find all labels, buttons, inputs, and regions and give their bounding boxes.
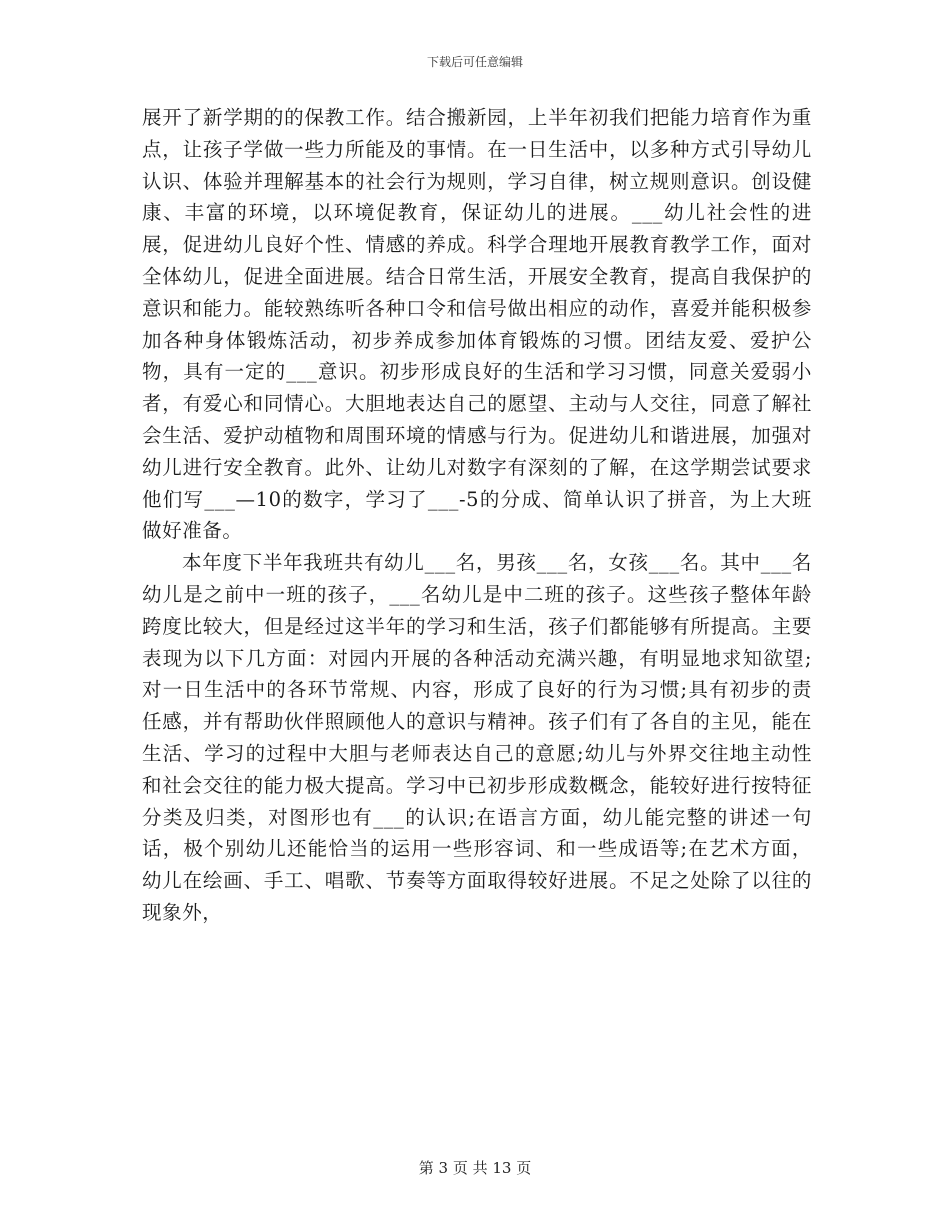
document-body <box>142 102 812 929</box>
page-number-footer: 第 3 页 共 13 页 <box>418 1159 532 1177</box>
paragraph-1: 展开了新学期的的保教工作。结合搬新园，上半年初我们把能力培育作为重点，让孩子学做一些力所能及的事情。在一日生活中，以多种方式引导幼儿认识、体验并理解基本的社会行为规则，学习自律，树立规则意识。创设健康、丰富的环境，以环境促教育，保证幼儿的进展。___幼儿社会性的进展，促进幼儿良好个性、情感的养成。科学合理地开展教育教学工作，面对全体幼儿，促进全面进展。结合日常生活，开展安全教育，提高自我保护的意识和能力。能较熟练听各种口令和信号做出相应的动作，喜爱并能积极参加各种身体锻炼活动，初步养成参加体育锻炼的习惯。团结友爱、爱护公物，具有一定的___意识。初步形成良好的生活和学习习惯，同意关爱弱小者，有爱心和同情心。大胆地表达自己的愿望、主动与人交往，同意了解社会生活、爱护动植物和周围环境的情感与行为。促进幼儿和谐进展，加强对幼儿进行安全教育。此外、让幼儿对数字有深刻的了解，在这学期尝试要求他们写___—10的数字，学习了___-5的分成、简单认识了拼音，为上大班做好准备。 <box>142 106 812 543</box>
page-header-note: 下载后可任意编辑 <box>426 55 523 69</box>
paragraph-2: 本年度下半年我班共有幼儿___名，男孩___名，女孩___名。其中___名幼儿是之前中一班的孩子，___名幼儿是中二班的孩子。这些孩子整体年龄跨度比较大，但是经过这半年的学习和生活，孩子们都能够有所提高。主要表现为以下几方面：对园内开展的各种活动充满兴趣，有明显地求知欲望;对一日生活中的各环节常规、内容，形成了良好的行为习惯;具有初步的责任感，并有帮助伙伴照顾他人的意识与精神。孩子们有了各自的主见，能在生活、学习的过程中大胆与老师表达自己的意愿;幼儿与外界交往地主动性和社会交往的能力极大提高。学习中已初步形成数概念，能较好进行按特征分类及归类，对图形也有___的认识;在语言方面，幼儿能完整的讲述一句话，极个别幼儿还能恰当的运用一些形容词、和一些成语等;在艺术方面，幼儿在绘画、手工、唱歌、节奏等方面取得较好进展。不足之处除了以往的现象外， <box>142 551 812 924</box>
